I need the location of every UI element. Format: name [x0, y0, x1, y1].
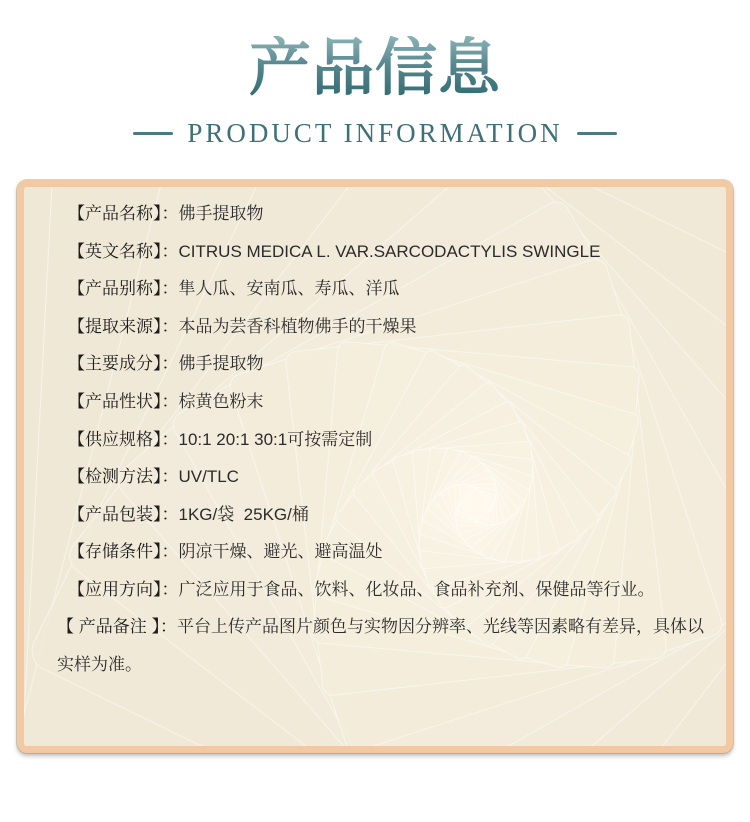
attribute-row-english-name — [68, 233, 708, 271]
attribute-value: 阴凉干燥、避光、避高温处 — [178, 542, 383, 562]
subtitle-dash-left-icon — [133, 132, 173, 135]
attribute-label: 【检测方法】： — [68, 467, 179, 487]
attribute-value: UV/TLC — [178, 467, 239, 487]
header — [0, 0, 750, 147]
attribute-label: 【存储条件】： — [68, 542, 179, 562]
attribute-row-spec — [68, 421, 708, 459]
attribute-value: CITRUS MEDICA L. VAR.SARCODACTYLIS SWINGLE — [178, 241, 601, 261]
attribute-row-appearance — [68, 383, 708, 421]
attribute-row-packaging — [68, 496, 708, 534]
attribute-value: 隼人瓜、安南瓜、寿瓜、洋瓜 — [178, 279, 400, 299]
product-info-panel — [17, 180, 733, 753]
attribute-row-product-name — [68, 195, 708, 233]
attribute-label: 【产品别称】： — [68, 279, 179, 299]
attribute-value: 广泛应用于食品、饮料、化妆品、食品补充剂、保健品等行业。 — [178, 579, 655, 599]
attribute-value: 佛手提取物 — [178, 203, 264, 223]
attribute-value: 棕黄色粉末 — [178, 391, 264, 411]
page-title: 产品信息 — [248, 35, 501, 103]
attribute-label: 【产品名称】： — [68, 203, 179, 223]
attribute-row-application — [68, 571, 708, 609]
attribute-value: 10:1 20:1 30:1可按需定制 — [178, 429, 373, 449]
attribute-value: 佛手提取物 — [178, 354, 264, 374]
subtitle-dash-right-icon — [577, 132, 617, 135]
attribute-row-remark — [57, 608, 708, 683]
attribute-row-extract-source — [68, 308, 708, 346]
attribute-label: 【提取来源】： — [68, 316, 179, 336]
attribute-value: 平台上传产品图片颜色与实物因分辨率、光线等因素略有差异，具体以实样为准。 — [57, 617, 704, 675]
attribute-label: 【供应规格】： — [68, 429, 179, 449]
attribute-row-storage — [68, 533, 708, 571]
attribute-row-test-method — [68, 458, 708, 496]
attribute-label: 【产品性状】： — [68, 391, 179, 411]
attribute-value: 1KG/袋 25KG/桶 — [178, 504, 309, 524]
product-attributes-list — [24, 187, 726, 684]
attribute-label: 【产品包装】： — [68, 504, 179, 524]
attribute-label: 【 产品备注 】： — [57, 617, 177, 637]
attribute-label: 【英文名称】： — [68, 241, 179, 261]
attribute-row-main-ingredient — [68, 345, 708, 383]
attribute-label: 【主要成分】： — [68, 354, 179, 374]
page-subtitle: PRODUCT INFORMATION — [187, 117, 563, 148]
attribute-row-alias — [68, 270, 708, 308]
attribute-label: 【应用方向】： — [68, 579, 179, 599]
attribute-value: 本品为芸香科植物佛手的干燥果 — [178, 316, 417, 336]
subtitle-row — [119, 117, 630, 148]
